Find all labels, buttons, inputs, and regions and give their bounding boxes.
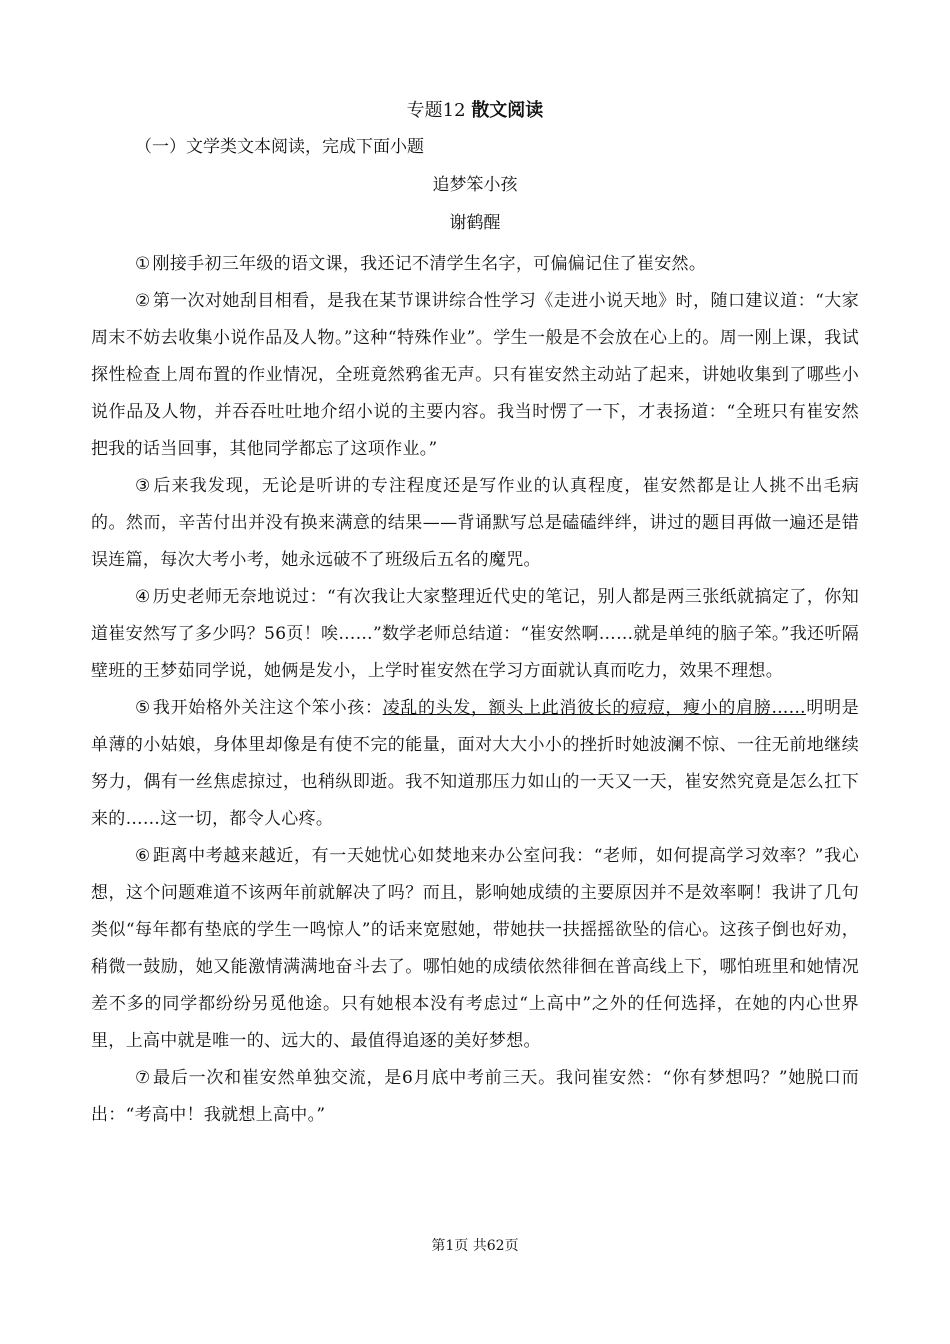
paragraph-7 <box>91 1060 859 1134</box>
paragraph-text: 明明是单薄的小姑娘，身体里却像是有使不完的能量，面对大大小小的挫折时她波澜不惊、一往无前地继续努力，偶有一丝焦虑掠过，也稍纵即逝。我不知道那压力如山的一天又一天，崔安然究竟是怎么扛下来的……这一切，都令人心疼。 <box>91 698 859 829</box>
paragraph-number: ③ <box>135 476 152 496</box>
paragraph-text: 后来我发现，无论是听讲的专注程度还是写作业的认真程度，崔安然都是让人挑不出毛病的。然而，辛苦付出并没有换来满意的结果——背诵默写总是磕磕绊绊，讲过的题目再做一遍还是错误连篇，每次大考小考，她永远破不了班级后五名的魔咒。 <box>91 476 859 570</box>
paragraph-2 <box>91 283 859 468</box>
page-footer: 第1页 共62页 <box>431 1238 519 1254</box>
paragraph-text: 第一次对她刮目相看，是我在某节课讲综合性学习《走进小说天地》时，随口建议道：“大家周末不妨去收集小说作品及人物。”这种“特殊作业”。学生一般是不会放在心上的。周一刚上课，我试探性检查上周布置的作业情况，全班竟然鸦雀无声。只有崔安然主动站了起来，讲她收集到了哪些小说作品及人物，并吞吞吐吐地介绍小说的主要内容。我当时愣了一下，才表扬道：“全班只有崔安然把我的话当回事，其他同学都忘了这项作业。” <box>91 291 859 459</box>
paragraph-text: 距离中考越来越近，有一天她忧心如焚地来办公室问我：“老师，如何提高学习效率？”我心想，这个问题难道不该两年前就解决了吗？而且，影响她成绩的主要原因并不是效率啊！我讲了几句类似“每年都有垫底的学生一鸣惊人”的话来宽慰她，带她扶一扶摇摇欲坠的信心。这孩子倒也好劝，稍微一鼓励，她又能激情满满地奋斗去了。哪怕她的成绩依然徘徊在普高线上下，哪怕班里和她情况差不多的同学都纷纷另觅他途。只有她根本没有考虑过“上高中”之外的任何选择，在她的内心世界里，上高中就是唯一的、远大的、最值得追逐的美好梦想。 <box>91 846 860 1051</box>
section-heading: （一）文学类文本阅读，完成下面小题 <box>135 137 424 157</box>
paragraph-text: 历史老师无奈地说过：“有次我让大家整理近代史的笔记，别人都是两三张纸就搞定了，你知道崔安然写了多少吗？56页！唉……”数学老师总结道：“崔安然啊……就是单纯的脑子笨。”我还听隔壁班的王梦茹同学说，她俩是发小，上学时崔安然在学习方面就认真而吃力，效果不理想。 <box>91 587 859 681</box>
topic-name: 散文阅读 <box>471 100 544 121</box>
article-title: 追梦笨小孩 <box>432 175 518 195</box>
underlined-phrase: 凌乱的头发，额头上此消彼长的痘痘，瘦小的肩膀…… <box>382 698 806 718</box>
paragraph-text: 刚接手初三年级的语文课，我还记不清学生名字，可偏偏记住了崔安然。 <box>152 254 707 274</box>
paragraph-lead: 我开始格外关注这个笨小孩： <box>152 698 383 718</box>
paragraph-text: 最后一次和崔安然单独交流，是6月底中考前三天。我问崔安然：“你有梦想吗？”她脱口而出：“考高中！我就想上高中。” <box>91 1068 859 1125</box>
paragraph-number: ⑥ <box>135 846 151 866</box>
document-body <box>91 96 859 1134</box>
paragraph-3 <box>91 468 859 579</box>
paragraph-4 <box>91 579 859 690</box>
topic-title <box>91 96 859 126</box>
paragraph-number: ② <box>135 291 151 311</box>
topic-number: 专题12 <box>406 100 472 121</box>
paragraph-number: ① <box>135 254 151 274</box>
paragraph-6 <box>91 838 859 1060</box>
paragraph-number: ④ <box>135 587 151 607</box>
paragraph-5 <box>91 690 859 838</box>
paragraph-1 <box>91 246 859 283</box>
paragraph-number: ⑦ <box>135 1068 152 1088</box>
article-author: 谢鹤醒 <box>449 213 501 233</box>
paragraph-number: ⑤ <box>135 698 151 718</box>
